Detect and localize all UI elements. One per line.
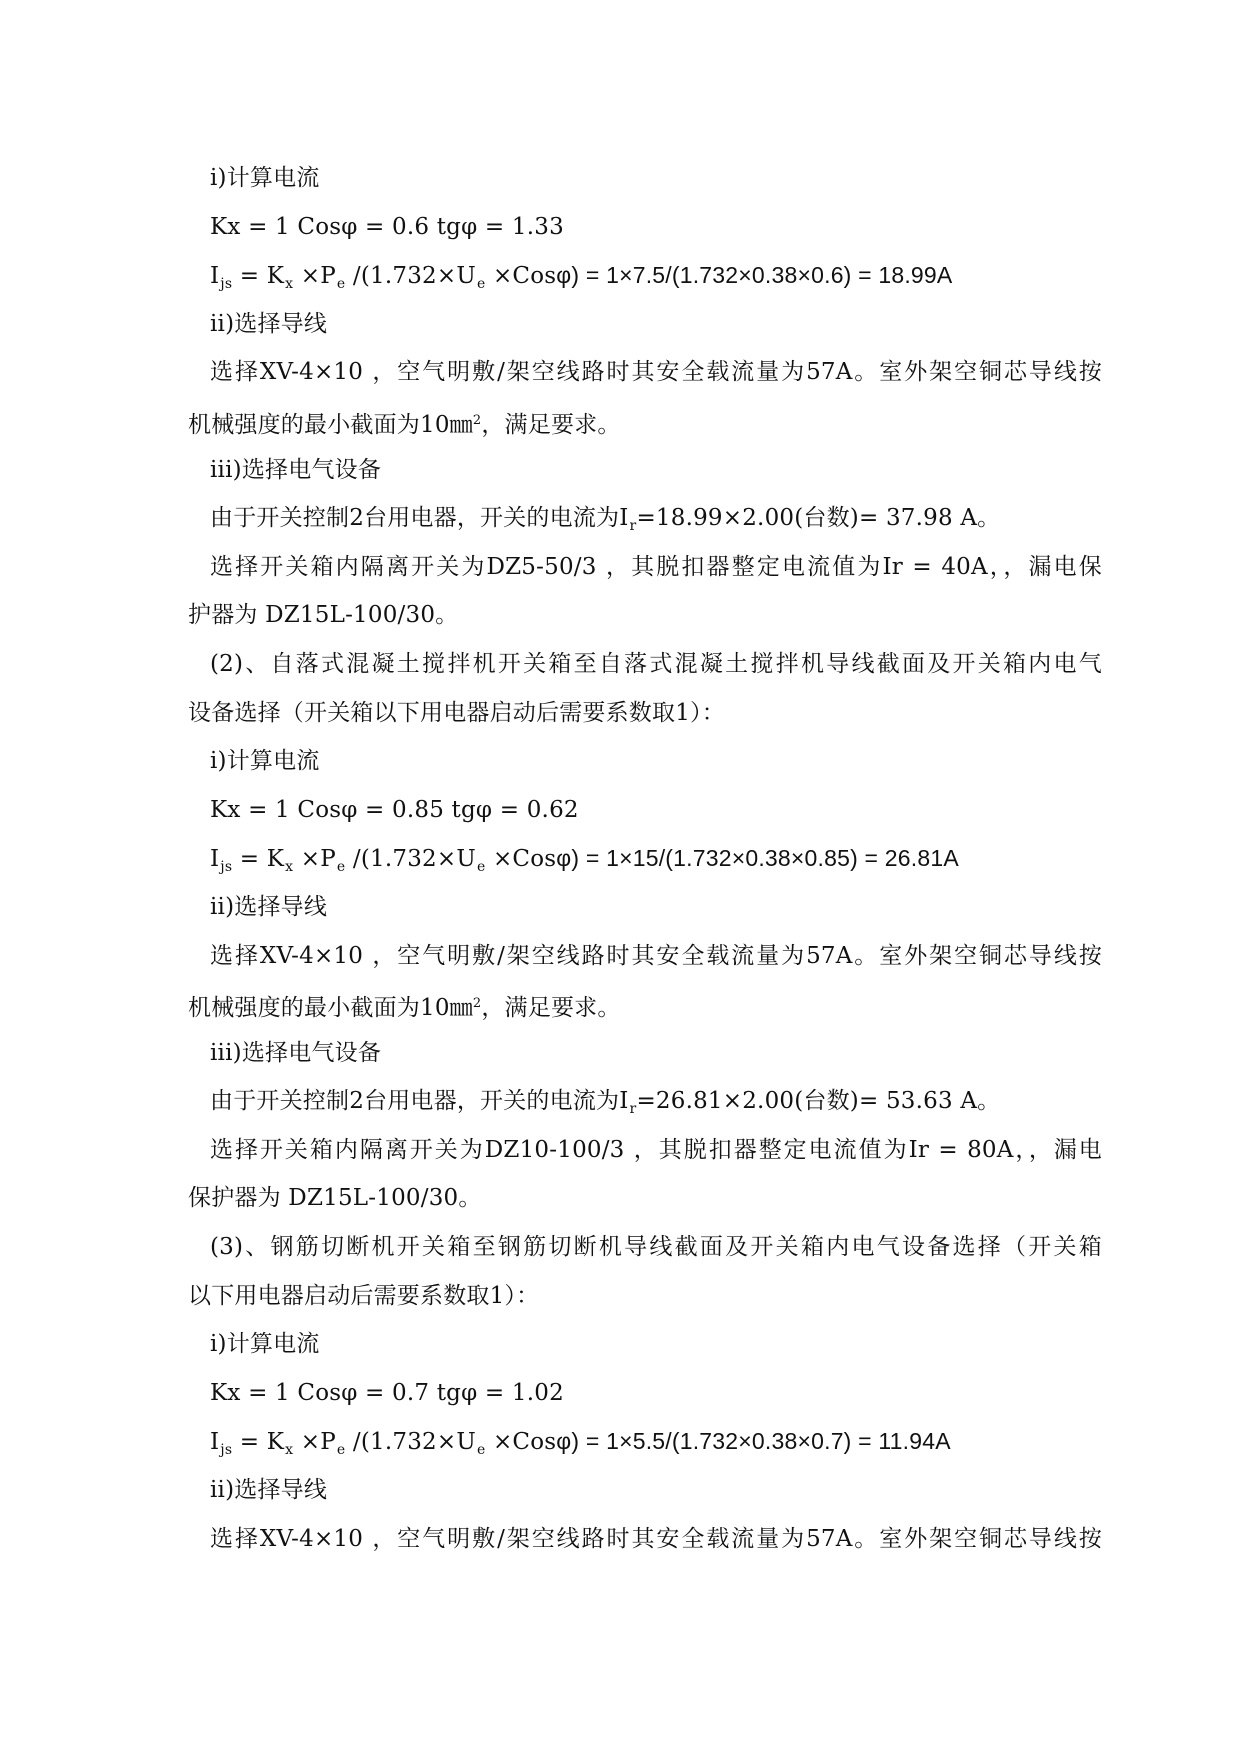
protector-text: 护器为 DZ15L-100/30。 (188, 602, 459, 629)
switch-current-text: 由于开关控制2台用电器，开关的电流为$I_r=18.99\times 2.00$(台数)= 37.98 A。 (210, 505, 1001, 535)
heading-select-wire: ii)选择导线 (210, 893, 328, 920)
coefficients-line: Kx = 1 Cosφ = 0.85 tgφ = 0.62 (210, 796, 579, 823)
coefficients-line: Kx = 1 Cosφ = 0.7 tgφ = 1.02 (210, 1379, 564, 1406)
current-formula: $I_{js} = K_x \times P_e$ $/(1.732\times U_e \times Cos\varphi) = 1\times 7.5/(1.732\times 0.38\times 0.6) = 18.99A$ (210, 262, 953, 293)
current-formula: $I_{js} = K_x \times P_e$ $/(1.732\times U_e \times Cos\varphi) = 1\times 15/(1.732\times 0.38\times 0.85) = 26.81A$ (210, 845, 959, 876)
current-formula: $I_{js} = K_x \times P_e$ $/(1.732\times U_e \times Cos\varphi) = 1\times 5.5/(1.732\times 0.38\times 0.7) = 11.94A$ (210, 1428, 951, 1459)
heading-select-equipment: iii)选择电气设备 (210, 1039, 382, 1066)
heading-calc-current: i)计算电流 (210, 748, 320, 775)
section-heading: (2)、自落式混凝土搅拌机开关箱至自落式混凝土搅拌机导线截面及开关箱内电气 (210, 650, 1102, 677)
heading-select-wire: ii)选择导线 (210, 310, 328, 337)
strength-text: 机械强度的最小截面为10㎜$^2$，满足要求。 (188, 995, 621, 1022)
section-heading: (3)、钢筋切断机开关箱至钢筋切断机导线截面及开关箱内电气设备选择（开关箱 (210, 1234, 1102, 1261)
heading-calc-current: i)计算电流 (210, 1331, 320, 1358)
section-heading-cont: 设备选择（开关箱以下用电器启动后需要系数取1）： (188, 699, 725, 726)
document-body (188, 154, 1102, 1563)
wire-selection-text: 选择XV-4×10 ，空气明敷/架空线路时其安全载流量为57A。室外架空铜芯导线按 (210, 942, 1102, 969)
protector-text: 保护器为 DZ15L-100/30。 (188, 1185, 482, 1212)
switch-current-text: 由于开关控制2台用电器，开关的电流为$I_r=26.81\times 2.00$(台数)= 53.63 A。 (210, 1088, 1001, 1118)
wire-selection-text: 选择XV-4×10 ，空气明敷/架空线路时其安全载流量为57A。室外架空铜芯导线按 (210, 1525, 1102, 1552)
heading-select-equipment: iii)选择电气设备 (210, 456, 382, 483)
switch-selection-text: 选择开关箱内隔离开关为DZ10-100/3 ，其脱扣器整定电流值为Ir = 80A，，漏电 (210, 1136, 1102, 1163)
heading-select-wire: ii)选择导线 (210, 1477, 328, 1504)
heading-calc-current: i)计算电流 (210, 165, 320, 191)
strength-text: 机械强度的最小截面为10㎜$^2$，满足要求。 (188, 411, 621, 438)
switch-selection-text: 选择开关箱内隔离开关为DZ5-50/3 ，其脱扣器整定电流值为Ir = 40A，，漏电保 (210, 553, 1102, 580)
coefficients-line: Kx = 1 Cosφ = 0.6 tgφ = 1.33 (210, 213, 564, 240)
section-heading-cont: 以下用电器启动后需要系数取1）： (188, 1282, 540, 1309)
wire-selection-text: 选择XV-4×10 ，空气明敷/架空线路时其安全载流量为57A。室外架空铜芯导线按 (210, 359, 1102, 386)
